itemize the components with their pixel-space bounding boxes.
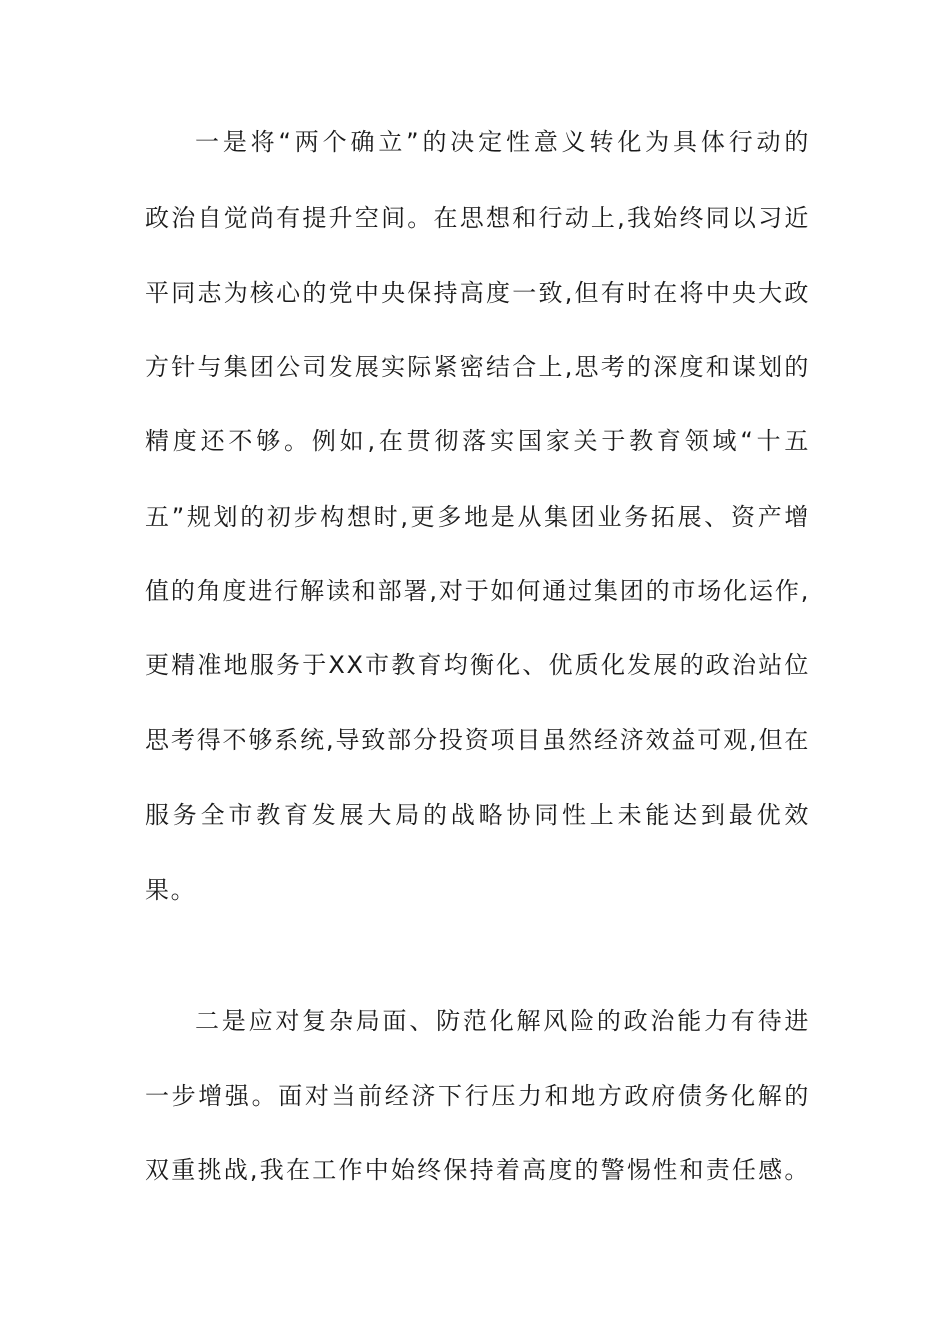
paragraph-line: 果。	[145, 876, 197, 904]
paragraph-line: 一步增强。面对当前经济下行压力和地方政府债务化解的	[145, 1082, 810, 1110]
paragraph-line: 政治自觉尚有提升空间。在思想和行动上,我始终同以习近	[145, 204, 810, 232]
paragraph-line: 服务全市教育发展大局的战略协同性上未能达到最优效	[145, 801, 810, 829]
paragraph-line: 精度还不够。例如,在贯彻落实国家关于教育领域“十五	[145, 427, 810, 455]
paragraph-line: 双重挑战,我在工作中始终保持着高度的警惕性和责任感。	[145, 1156, 810, 1184]
paragraph-line: 值的角度进行解读和部署,对于如何通过集团的市场化运作,	[145, 577, 810, 605]
paragraph-line: 一是将“两个确立”的决定性意义转化为具体行动的	[195, 128, 810, 156]
paragraph-line: 二是应对复杂局面、防范化解风险的政治能力有待进	[195, 1007, 810, 1035]
paragraph-line: 五”规划的初步构想时,更多地是从集团业务拓展、资产增	[145, 503, 810, 531]
paragraph-line: 思考得不够系统,导致部分投资项目虽然经济效益可观,但在	[145, 726, 810, 754]
paragraph-line: 平同志为核心的党中央保持高度一致,但有时在将中央大政	[145, 279, 810, 307]
paragraph-line: 更精准地服务于XX市教育均衡化、优质化发展的政治站位	[145, 651, 810, 679]
paragraph-line: 方针与集团公司发展实际紧密结合上,思考的深度和谋划的	[145, 353, 810, 381]
